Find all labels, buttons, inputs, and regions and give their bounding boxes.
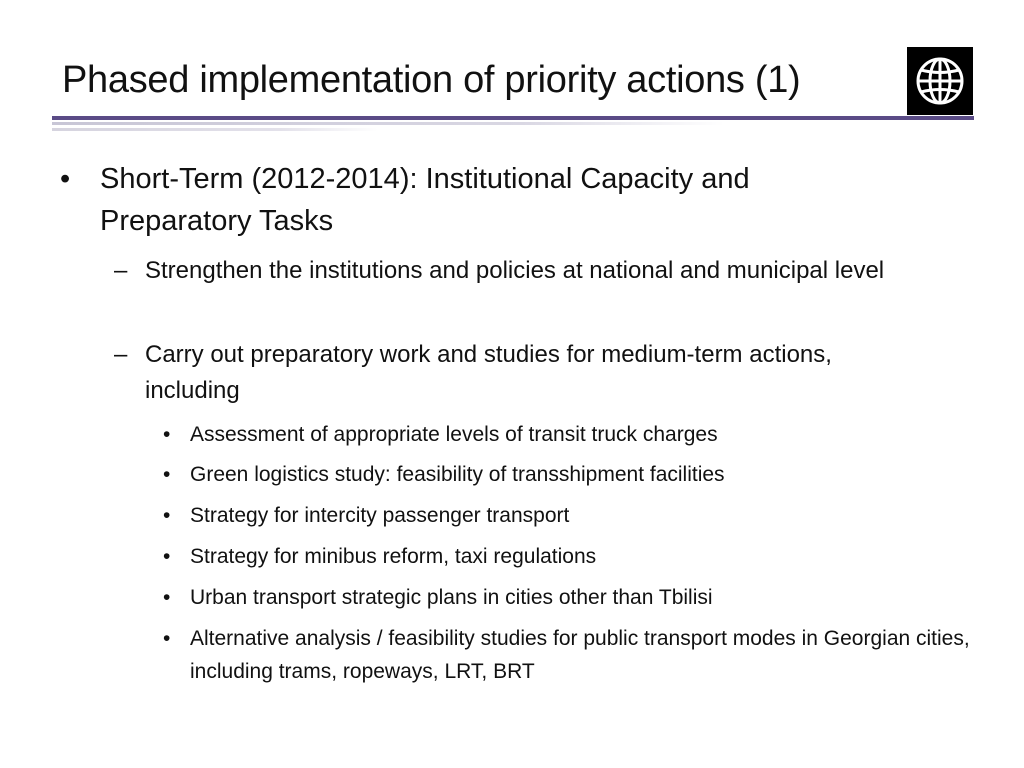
section-heading: Short-Term (2012-2014): Institutional Capacity and Preparatory Tasks bbox=[100, 163, 750, 237]
detail-bullet-item: Alternative analysis / feasibility studies for public transport modes in Georgian cities, including trams, ropeways, LRT, BRT bbox=[190, 627, 970, 683]
bullet-marker: • bbox=[163, 504, 171, 527]
bullet-marker: • bbox=[163, 627, 171, 650]
bullet-marker: • bbox=[163, 463, 171, 486]
sub-bullet-item: Strengthen the institutions and policies at national and municipal level bbox=[145, 257, 885, 284]
detail-bullet-item: Urban transport strategic plans in cities other than Tbilisi bbox=[190, 586, 713, 609]
bullet-marker: • bbox=[163, 586, 171, 609]
detail-bullet-item: Strategy for intercity passenger transport bbox=[190, 504, 570, 527]
detail-bullet-item: Assessment of appropriate levels of transit truck charges bbox=[190, 423, 718, 446]
bullet-marker: • bbox=[60, 163, 71, 195]
dash-marker: – bbox=[114, 341, 128, 368]
bullet-marker: • bbox=[163, 545, 171, 568]
detail-bullet-item: Green logistics study: feasibility of transshipment facilities bbox=[190, 463, 725, 486]
sub-bullet-item: Carry out preparatory work and studies for medium-term actions, including bbox=[145, 341, 832, 404]
slide-title: Phased implementation of priority actions (1) bbox=[62, 59, 801, 101]
detail-bullet-item: Strategy for minibus reform, taxi regulations bbox=[190, 545, 597, 568]
bullet-marker: • bbox=[163, 423, 171, 446]
dash-marker: – bbox=[114, 257, 128, 284]
